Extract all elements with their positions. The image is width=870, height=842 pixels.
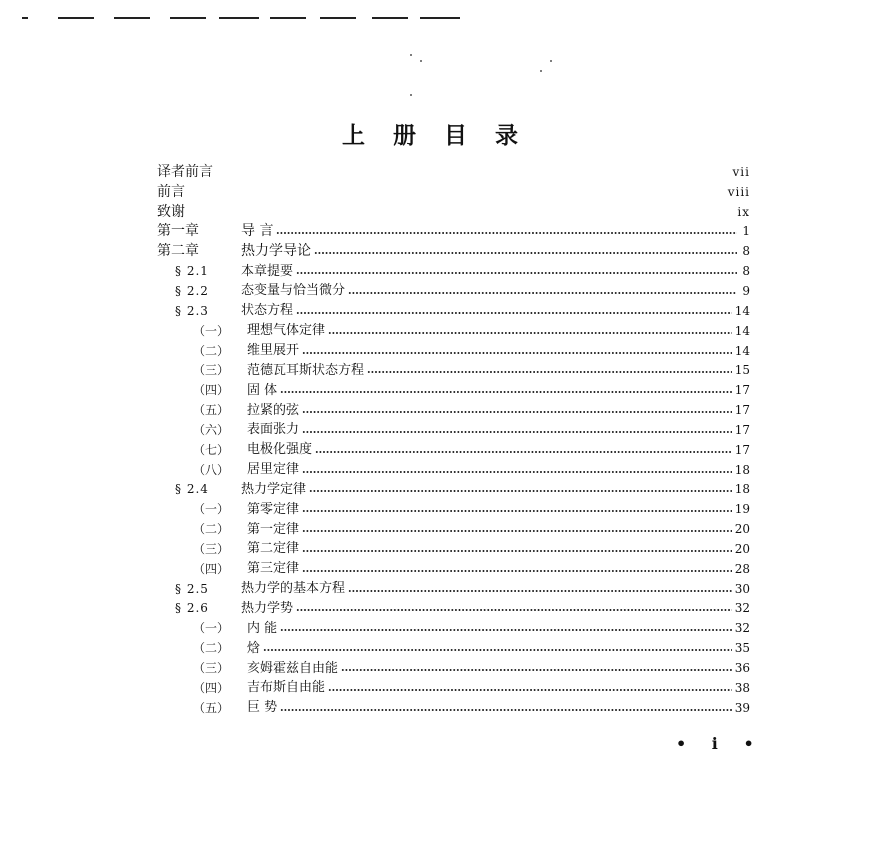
page-number: 8 — [742, 264, 750, 279]
page-number: 30 — [734, 581, 750, 596]
dot-leader — [280, 391, 732, 393]
page-number: 17 — [734, 422, 750, 437]
toc-entry-item[interactable] — [157, 400, 750, 420]
dot-leader — [302, 530, 732, 532]
item-number: （八） — [193, 462, 230, 477]
toc-entry-item[interactable] — [157, 460, 750, 480]
entry-title: 态变量与恰当微分 — [241, 283, 346, 299]
page-number: 17 — [734, 383, 750, 398]
toc-entry-section[interactable] — [157, 261, 750, 281]
dot-leader — [328, 689, 732, 691]
page-number: 32 — [734, 601, 750, 616]
entry-title: 理想气体定律 — [247, 323, 326, 339]
toc-entry-front[interactable] — [157, 202, 750, 222]
toc-entry-section[interactable] — [157, 301, 750, 321]
entry-title: 吉布斯自由能 — [247, 680, 326, 696]
dot-leader — [302, 550, 732, 552]
toc-entry-item[interactable] — [157, 519, 750, 539]
item-number: （二） — [193, 343, 230, 358]
header-rule — [22, 17, 442, 23]
entry-title: 焓 — [247, 640, 261, 656]
dot-leader — [328, 332, 732, 334]
page-number: 19 — [734, 502, 750, 517]
page-number: viii — [727, 184, 750, 199]
toc-entry-section[interactable] — [157, 480, 750, 500]
dot-leader — [309, 490, 732, 492]
dot-leader — [280, 629, 732, 631]
entry-title: 前言 — [157, 183, 185, 200]
toc-entry-item[interactable] — [157, 638, 750, 658]
item-number: （四） — [193, 561, 230, 576]
page-number: 18 — [734, 462, 750, 477]
page-number: 14 — [734, 323, 750, 338]
section-number: § 2.5 — [175, 581, 209, 596]
dot-leader — [314, 252, 737, 254]
chapter-number: 第二章 — [157, 243, 199, 260]
toc-entry-front[interactable] — [157, 182, 750, 202]
toc-entry-section[interactable] — [157, 281, 750, 301]
page-number: 36 — [734, 661, 750, 676]
entry-title: 内 能 — [247, 620, 278, 636]
toc-entry-section[interactable] — [157, 599, 750, 619]
dot-leader — [341, 669, 732, 671]
dot-leader — [296, 609, 732, 611]
toc-entry-item[interactable] — [157, 658, 750, 678]
dot-leader — [302, 352, 732, 354]
toc-entry-chapter[interactable] — [157, 222, 750, 242]
page-folio: • i • — [676, 734, 764, 753]
toc-entry-item[interactable] — [157, 499, 750, 519]
toc-entry-item[interactable] — [157, 539, 750, 559]
section-number: § 2.2 — [175, 283, 209, 298]
page-number: ix — [737, 204, 750, 219]
entry-title: 表面张力 — [247, 422, 300, 438]
toc-entry-item[interactable] — [157, 360, 750, 380]
entry-title: 译者前言 — [157, 163, 213, 180]
dot-leader — [302, 510, 732, 512]
entry-title: 热力学定律 — [241, 481, 307, 497]
item-number: （三） — [193, 363, 230, 378]
entry-title: 第三定律 — [247, 561, 300, 577]
page-number: 28 — [734, 561, 750, 576]
page-number: 17 — [734, 442, 750, 457]
dot-leader — [302, 431, 732, 433]
dot-leader — [263, 649, 732, 651]
item-number: （六） — [193, 422, 230, 437]
dot-leader — [348, 590, 732, 592]
toc-entry-item[interactable] — [157, 698, 750, 718]
page-number: 17 — [734, 403, 750, 418]
section-number: § 2.6 — [175, 601, 209, 616]
item-number: （一） — [193, 323, 230, 338]
page-number: 20 — [734, 522, 750, 537]
toc-entry-section[interactable] — [157, 579, 750, 599]
entry-title: 电极化强度 — [247, 442, 313, 458]
item-number: （五） — [193, 403, 230, 418]
page-number: 20 — [734, 541, 750, 556]
entry-title: 热力学的基本方程 — [241, 581, 346, 597]
table-of-contents — [157, 162, 750, 718]
dot-leader — [280, 709, 732, 711]
dot-leader — [302, 471, 732, 473]
entry-title: 巨 势 — [247, 700, 278, 716]
entry-title: 范德瓦耳斯状态方程 — [247, 362, 365, 378]
toc-entry-item[interactable] — [157, 440, 750, 460]
entry-title: 第一定律 — [247, 521, 300, 537]
entry-title: 亥姆霍兹自由能 — [247, 660, 339, 676]
toc-entry-item[interactable] — [157, 678, 750, 698]
entry-title: 第零定律 — [247, 501, 300, 517]
entry-title: 固 体 — [247, 382, 278, 398]
section-number: § 2.1 — [175, 264, 209, 279]
entry-title: 致谢 — [157, 203, 185, 220]
toc-entry-item[interactable] — [157, 559, 750, 579]
page-number: 15 — [734, 363, 750, 378]
entry-title: 导 言 — [241, 223, 274, 240]
toc-entry-item[interactable] — [157, 420, 750, 440]
entry-title: 热力学势 — [241, 600, 294, 616]
toc-entry-item[interactable] — [157, 618, 750, 638]
toc-entry-item[interactable] — [157, 380, 750, 400]
page-number: 9 — [742, 283, 750, 298]
page-number: 18 — [734, 482, 750, 497]
entry-title: 维里展开 — [247, 343, 300, 359]
dot-leader — [348, 292, 737, 294]
page-title: 上 册 目 录 — [341, 122, 529, 149]
toc-entry-item[interactable] — [157, 341, 750, 361]
entry-title: 本章提要 — [241, 263, 294, 279]
page-number: 35 — [734, 641, 750, 656]
item-number: （三） — [193, 661, 230, 676]
section-number: § 2.3 — [175, 303, 209, 318]
page-number: 39 — [734, 700, 750, 715]
page-number: 8 — [742, 244, 750, 259]
item-number: （二） — [193, 641, 230, 656]
item-number: （一） — [193, 621, 230, 636]
section-number: § 2.4 — [175, 482, 209, 497]
item-number: （四） — [193, 383, 230, 398]
dot-leader — [367, 371, 732, 373]
dot-leader — [296, 312, 732, 314]
dot-leader — [276, 232, 737, 234]
chapter-number: 第一章 — [157, 223, 199, 240]
entry-title: 第二定律 — [247, 541, 300, 557]
dot-leader — [315, 451, 732, 453]
dot-leader — [302, 570, 732, 572]
item-number: （五） — [193, 700, 230, 715]
entry-title: 状态方程 — [241, 303, 294, 319]
page-number: 14 — [734, 303, 750, 318]
item-number: （四） — [193, 680, 230, 695]
dot-leader — [302, 411, 732, 413]
page-number: vii — [732, 164, 750, 179]
dot-leader — [296, 272, 737, 274]
item-number: （二） — [193, 522, 230, 537]
toc-entry-item[interactable] — [157, 321, 750, 341]
toc-entry-front[interactable] — [157, 162, 750, 182]
item-number: （一） — [193, 502, 230, 517]
entry-title: 居里定律 — [247, 462, 300, 478]
entry-title: 热力学导论 — [241, 243, 311, 260]
page-number: 38 — [734, 680, 750, 695]
page-number: 32 — [734, 621, 750, 636]
page-number: 14 — [734, 343, 750, 358]
item-number: （三） — [193, 541, 230, 556]
toc-entry-chapter[interactable] — [157, 241, 750, 261]
entry-title: 拉紧的弦 — [247, 402, 300, 418]
page-number: 1 — [742, 224, 750, 239]
item-number: （七） — [193, 442, 230, 457]
